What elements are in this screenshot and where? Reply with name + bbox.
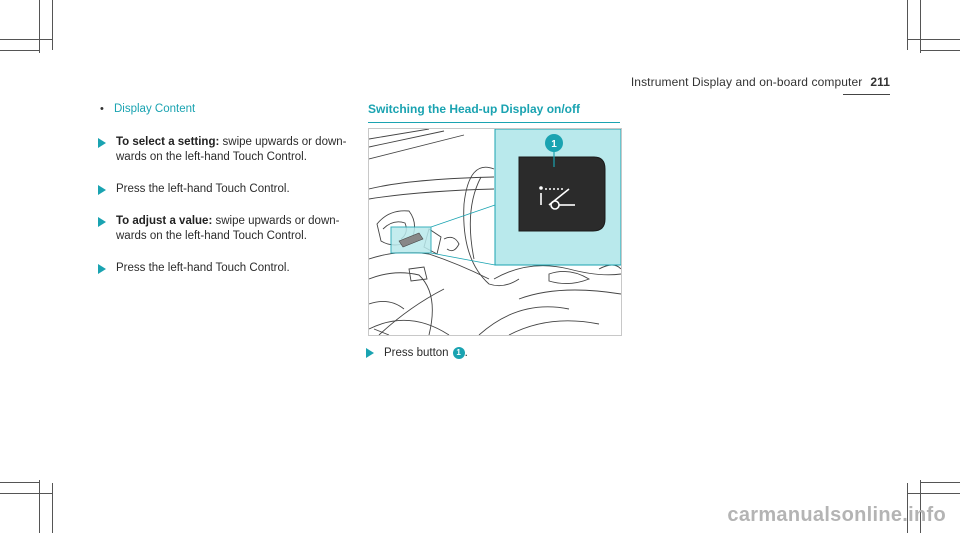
step-body: swipe upwards or down-wards on the left-hand Touch Control.	[116, 215, 340, 242]
triangle-arrow-icon	[98, 217, 106, 227]
header-section-title: Instrument Display and on-board computer	[630, 75, 863, 89]
instruction-step	[368, 347, 468, 359]
page-number: 211	[870, 75, 890, 89]
crop-mark	[0, 50, 40, 51]
crop-mark	[907, 0, 908, 50]
step-text	[116, 214, 355, 244]
right-column	[368, 102, 620, 359]
step-bold-label: To select a setting:	[116, 136, 220, 148]
display-content-link[interactable]: Display Content	[114, 103, 196, 115]
section-title: Switching the Head-up Display on/off	[368, 102, 620, 123]
left-column	[100, 102, 355, 293]
crop-mark	[0, 39, 53, 40]
header-rule	[843, 94, 890, 95]
step-body: Press the left-hand Touch Control.	[116, 183, 290, 195]
instruction-step	[100, 182, 355, 197]
press-text: Press button	[384, 347, 449, 359]
crop-mark	[907, 493, 960, 494]
running-header	[631, 75, 890, 89]
crop-mark	[920, 50, 960, 51]
cockpit-illustration	[368, 128, 622, 336]
callout-number: 1	[551, 139, 557, 150]
crop-mark	[52, 483, 53, 533]
callout-badge: 1	[453, 347, 465, 359]
step-bold-label: To adjust a value:	[116, 215, 213, 227]
bullet-item	[100, 102, 355, 117]
crop-mark	[920, 482, 960, 483]
crop-mark	[907, 39, 960, 40]
cockpit-drawing	[369, 129, 621, 335]
triangle-arrow-icon	[366, 348, 374, 358]
step-body: Press the left-hand Touch Control.	[116, 262, 290, 274]
triangle-arrow-icon	[98, 264, 106, 274]
press-period: .	[464, 347, 468, 359]
instruction-step	[100, 214, 355, 244]
crop-mark	[39, 0, 40, 53]
watermark-text: carmanualsonline.info	[727, 504, 946, 526]
instruction-step	[100, 261, 355, 276]
bullet-dot-icon: •	[100, 103, 104, 115]
step-text	[116, 182, 355, 197]
crop-mark	[52, 0, 53, 50]
triangle-arrow-icon	[98, 138, 106, 148]
step-text	[116, 261, 355, 276]
triangle-arrow-icon	[98, 185, 106, 195]
crop-mark	[0, 493, 53, 494]
crop-mark	[0, 482, 40, 483]
step-body: swipe upwards or down-wards on the left-hand Touch Control.	[116, 136, 347, 163]
step-text	[116, 135, 355, 165]
crop-mark	[39, 480, 40, 533]
crop-mark	[920, 0, 921, 53]
instruction-step	[100, 135, 355, 165]
